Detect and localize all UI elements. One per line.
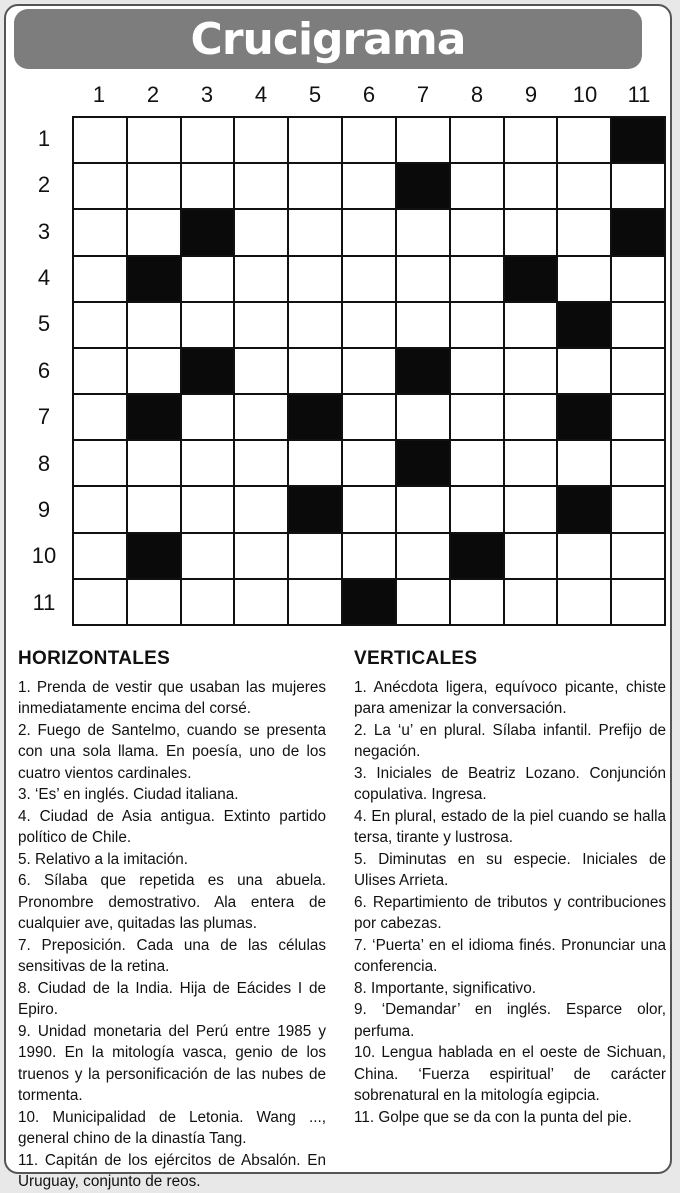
grid-cell[interactable] xyxy=(74,580,126,624)
down-clue-6: 6. Repartimiento de tributos y contribuciones por cabezas. xyxy=(354,893,666,932)
grid-cell[interactable] xyxy=(451,580,503,624)
grid-cell[interactable] xyxy=(74,303,126,347)
grid-cell[interactable] xyxy=(235,210,287,254)
grid-cell[interactable] xyxy=(343,303,395,347)
grid-cell[interactable] xyxy=(451,395,503,439)
column-number: 10 xyxy=(572,82,598,107)
across-clue-6: 6. Sílaba que repetida es una abuela. Pronombre demostrativo. Ala entera de cualquier ave, quitadas las plumas. xyxy=(18,872,326,932)
column-number: 11 xyxy=(627,82,651,107)
row-number: 2 xyxy=(37,172,51,198)
grid-cell[interactable] xyxy=(289,257,341,301)
column-number: 5 xyxy=(308,82,322,107)
grid-cell[interactable] xyxy=(128,118,180,162)
grid-cell[interactable] xyxy=(74,487,126,531)
grid-cell[interactable] xyxy=(451,441,503,485)
black-cell xyxy=(612,210,664,254)
grid-cell[interactable] xyxy=(505,395,557,439)
grid-cell[interactable] xyxy=(289,534,341,578)
row-number: 1 xyxy=(37,126,51,151)
grid-cell[interactable] xyxy=(612,349,664,393)
black-cell xyxy=(397,441,449,485)
across-clue-8: 8. Ciudad de la India. Hija de Eácides I de Epiro. xyxy=(18,979,326,1018)
across-clue-2: 2. Fuego de Santelmo, cuando se presenta con una sola llama. En poesía, uno de los cuatro vientos cardinales. xyxy=(18,721,326,782)
grid-cell[interactable] xyxy=(74,349,126,393)
grid-cell[interactable] xyxy=(235,349,287,393)
grid-cell[interactable] xyxy=(182,118,234,162)
row-number: 6 xyxy=(37,357,51,383)
across-clue-1: 1. Prenda de vestir que usaban las mujeres inmediatamente encima del corsé. xyxy=(18,678,326,717)
column-number: 9 xyxy=(524,82,538,107)
grid-cell[interactable] xyxy=(235,395,287,439)
grid-cell[interactable] xyxy=(128,487,180,531)
grid-cell[interactable] xyxy=(182,580,234,624)
grid-cell[interactable] xyxy=(343,164,395,208)
down-clue-7: 7. ‘Puerta’ en el idioma finés. Pronunciar una conferencia. xyxy=(354,936,666,975)
black-cell xyxy=(182,349,234,393)
grid-cell[interactable] xyxy=(235,303,287,347)
grid-cell[interactable] xyxy=(128,441,180,485)
grid-cell[interactable] xyxy=(612,395,664,439)
grid-cell[interactable] xyxy=(397,118,449,162)
black-cell xyxy=(182,210,234,254)
grid-cell[interactable] xyxy=(397,257,449,301)
row-number: 5 xyxy=(37,311,51,337)
grid-cell[interactable] xyxy=(182,395,234,439)
grid-cell[interactable] xyxy=(235,580,287,624)
grid-cell[interactable] xyxy=(128,349,180,393)
grid-cell[interactable] xyxy=(182,164,234,208)
grid-cell[interactable] xyxy=(74,118,126,162)
grid-cell[interactable] xyxy=(235,257,287,301)
grid-cell[interactable] xyxy=(235,487,287,531)
black-cell xyxy=(343,580,395,624)
grid-cell[interactable] xyxy=(451,118,503,162)
grid-cell[interactable] xyxy=(182,487,234,531)
grid-cell[interactable] xyxy=(343,257,395,301)
grid-cell[interactable] xyxy=(612,441,664,485)
row-number: 8 xyxy=(37,450,51,476)
horizontales-section xyxy=(18,648,326,1193)
grid-cell[interactable] xyxy=(505,303,557,347)
grid-cell[interactable] xyxy=(558,257,610,301)
down-clue-9: 9. ‘Demandar’ en inglés. Esparce olor, perfuma. xyxy=(354,1001,666,1040)
grid-cell[interactable] xyxy=(505,210,557,254)
page-title: Crucigrama xyxy=(190,13,466,65)
grid-cell[interactable] xyxy=(451,257,503,301)
black-cell xyxy=(128,395,180,439)
row-number: 3 xyxy=(37,218,51,244)
black-cell xyxy=(289,487,341,531)
across-clue-3: 3. ‘Es’ en inglés. Ciudad italiana. xyxy=(18,786,239,803)
down-clue-2: 2. La ‘u’ en plural. Sílaba infantil. Prefijo de negación. xyxy=(354,721,666,760)
black-cell xyxy=(397,349,449,393)
grid-cell[interactable] xyxy=(235,164,287,208)
down-clue-3: 3. Iniciales de Beatriz Lozano. Conjunción copulativa. Ingresa. xyxy=(354,764,666,803)
grid-cell[interactable] xyxy=(74,257,126,301)
grid-cell[interactable] xyxy=(343,395,395,439)
grid-cell[interactable] xyxy=(397,487,449,531)
verticales-heading: VERTICALES xyxy=(354,648,478,669)
grid-cell[interactable] xyxy=(451,210,503,254)
title-banner xyxy=(14,9,642,69)
grid-cell[interactable] xyxy=(558,534,610,578)
grid-cell[interactable] xyxy=(505,164,557,208)
grid-cell[interactable] xyxy=(612,580,664,624)
grid-cell[interactable] xyxy=(397,534,449,578)
row-number: 4 xyxy=(37,265,51,291)
grid-cell[interactable] xyxy=(182,534,234,578)
verticales-section xyxy=(354,648,666,1128)
row-number: 9 xyxy=(37,496,51,522)
grid-cell[interactable] xyxy=(289,303,341,347)
grid-cell[interactable] xyxy=(451,164,503,208)
grid-cell[interactable] xyxy=(451,487,503,531)
column-number: 3 xyxy=(200,82,214,107)
grid-cell[interactable] xyxy=(74,534,126,578)
grid-cell[interactable] xyxy=(558,118,610,162)
grid-cell[interactable] xyxy=(343,349,395,393)
across-clue-9: 9. Unidad monetaria del Perú entre 1985 y 1990. En la mitología vasca, genio de los truenos y la personificación de las nubes de tormenta. xyxy=(18,1022,326,1104)
grid-cell[interactable] xyxy=(289,349,341,393)
grid-cell[interactable] xyxy=(558,349,610,393)
row-number: 10 xyxy=(31,543,57,569)
across-clue-5: 5. Relativo a la imitación. xyxy=(18,850,189,868)
grid-cell[interactable] xyxy=(74,210,126,254)
black-cell xyxy=(558,395,610,439)
grid-cell[interactable] xyxy=(397,303,449,347)
grid-cell[interactable] xyxy=(343,534,395,578)
grid-cell[interactable] xyxy=(558,164,610,208)
grid-cell[interactable] xyxy=(612,534,664,578)
black-cell xyxy=(558,303,610,347)
grid-cell[interactable] xyxy=(289,118,341,162)
grid-cell[interactable] xyxy=(612,303,664,347)
grid-cell[interactable] xyxy=(343,210,395,254)
horizontales-heading: HORIZONTALES xyxy=(18,648,171,669)
across-clue-10: 10. Municipalidad de Letonia. Wang ..., general chino de la dinastía Tang. xyxy=(18,1108,326,1147)
down-clue-4: 4. En plural, estado de la piel cuando se halla tersa, tirante y lustrosa. xyxy=(354,807,666,846)
grid-cell[interactable] xyxy=(505,441,557,485)
column-number: 4 xyxy=(254,82,268,107)
grid-cell[interactable] xyxy=(289,164,341,208)
grid-cell[interactable] xyxy=(74,395,126,439)
grid-cell[interactable] xyxy=(128,164,180,208)
black-cell xyxy=(612,118,664,162)
across-clue-7: 7. Preposición. Cada una de las células sensitivas de la retina. xyxy=(18,936,326,975)
grid-cell[interactable] xyxy=(612,257,664,301)
grid-cell[interactable] xyxy=(343,487,395,531)
black-cell xyxy=(128,534,180,578)
grid-cell[interactable] xyxy=(182,257,234,301)
grid-cell[interactable] xyxy=(558,210,610,254)
down-clue-10: 10. Lengua hablada en el oeste de Sichuan, China. ‘Fuerza espiritual’ de carácter sobrenatural en la mitología egipcia. xyxy=(354,1044,666,1104)
grid-cell[interactable] xyxy=(235,118,287,162)
row-number: 7 xyxy=(37,404,51,430)
across-clue-11: 11. Capitán de los ejércitos de Absalón. En Uruguay, conjunto de reos. xyxy=(18,1151,326,1190)
black-cell xyxy=(397,164,449,208)
grid-cell[interactable] xyxy=(128,303,180,347)
grid-cell[interactable] xyxy=(558,441,610,485)
grid-cell[interactable] xyxy=(235,441,287,485)
grid-cell[interactable] xyxy=(128,580,180,624)
grid-cell[interactable] xyxy=(289,580,341,624)
down-clue-5: 5. Diminutas en su especie. Iniciales de Ulises Arrieta. xyxy=(354,850,666,889)
grid-cell[interactable] xyxy=(451,349,503,393)
grid-cell[interactable] xyxy=(182,441,234,485)
grid-cell[interactable] xyxy=(505,349,557,393)
black-cell xyxy=(451,534,503,578)
crossword-grid xyxy=(72,116,666,626)
grid-cell[interactable] xyxy=(235,534,287,578)
grid-cell[interactable] xyxy=(451,303,503,347)
grid-cell[interactable] xyxy=(74,164,126,208)
grid-cell[interactable] xyxy=(505,118,557,162)
grid-cell[interactable] xyxy=(558,580,610,624)
grid-cell[interactable] xyxy=(612,487,664,531)
column-number: 8 xyxy=(470,82,484,107)
black-cell xyxy=(289,395,341,439)
row-number: 11 xyxy=(32,589,56,615)
column-number: 6 xyxy=(362,82,376,107)
grid-cell[interactable] xyxy=(505,580,557,624)
black-cell xyxy=(128,257,180,301)
across-clue-4: 4. Ciudad de Asia antigua. Extinto partido político de Chile. xyxy=(18,807,326,846)
grid-cell[interactable] xyxy=(505,534,557,578)
grid-cell[interactable] xyxy=(343,441,395,485)
black-cell xyxy=(505,257,557,301)
black-cell xyxy=(558,487,610,531)
grid-cell[interactable] xyxy=(397,580,449,624)
column-number: 1 xyxy=(92,82,106,107)
grid-cell[interactable] xyxy=(289,210,341,254)
grid-cell[interactable] xyxy=(74,441,126,485)
down-clue-11: 11. Golpe que se da con la punta del pie. xyxy=(354,1108,632,1126)
grid-cell[interactable] xyxy=(128,210,180,254)
grid-cell[interactable] xyxy=(612,164,664,208)
grid-cell[interactable] xyxy=(397,210,449,254)
grid-cell[interactable] xyxy=(343,118,395,162)
grid-cell[interactable] xyxy=(397,395,449,439)
down-clue-1: 1. Anécdota ligera, equívoco picante, chiste para amenizar la conversación. xyxy=(354,678,666,717)
column-number: 2 xyxy=(146,82,160,107)
column-number: 7 xyxy=(416,82,430,107)
grid-cell[interactable] xyxy=(182,303,234,347)
down-clue-8: 8. Importante, significativo. xyxy=(354,979,536,997)
grid-cell[interactable] xyxy=(289,441,341,485)
grid-cell[interactable] xyxy=(505,487,557,531)
